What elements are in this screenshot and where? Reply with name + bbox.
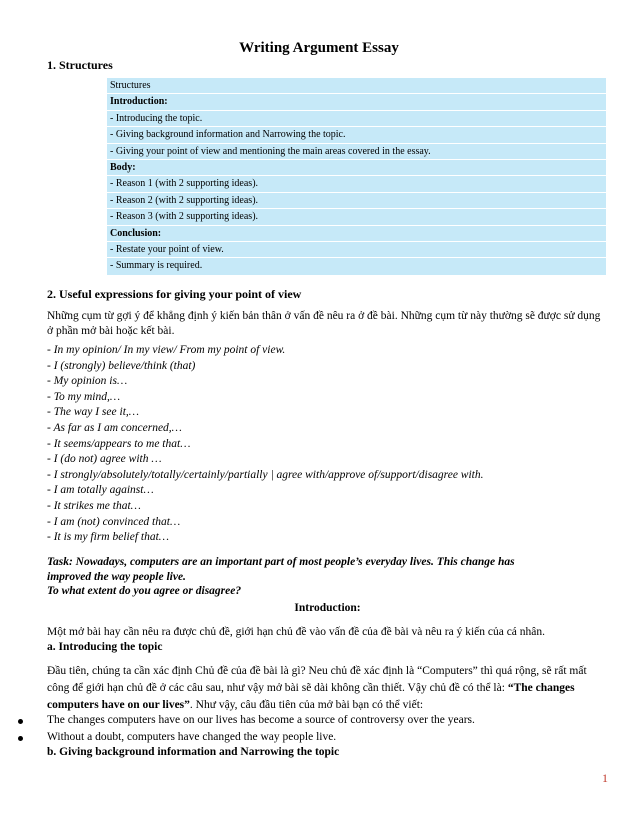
topic-paragraph-part2: . Như vậy, câu đầu tiên của mở bài bạn có thể viết: [189, 699, 424, 711]
bullet-icon [18, 736, 23, 741]
structures-table [107, 78, 606, 275]
bullet-item [47, 731, 336, 743]
introduction-heading: Introduction: [294, 602, 361, 614]
table-row: - Giving background information and Narrowing the topic. [107, 127, 606, 143]
section-structures-heading: 1. Structures [47, 58, 113, 72]
list-item: - My opinion is… [47, 375, 128, 388]
section-expressions-heading: 2. Useful expressions for giving your point of view [47, 287, 302, 301]
table-row: - Reason 1 (with 2 supporting ideas). [107, 176, 606, 192]
list-item: - It strikes me that… [47, 499, 141, 512]
list-item: - The way I see it,… [47, 406, 139, 419]
table-row: - Restate your point of view. [107, 242, 606, 258]
table-row: - Introducing the topic. [107, 111, 606, 127]
subheading-background: b. Giving background information and Narrowing the topic [47, 746, 340, 758]
expressions-intro-paragraph: Những cụm từ gợi ý để khẳng định ý kiến bản thân ở vấn đề nêu ra ở đề bài. Những cụm từ này thường sẽ được sử dụng ở phần mở bài hoặc kết bài. [47, 310, 601, 337]
task-line: To what extent do you agree or disagree? [47, 585, 242, 597]
page-number: 1 [602, 771, 608, 785]
list-item: - It seems/appears to me that… [47, 437, 191, 450]
task-prompt [47, 555, 607, 599]
bullet-item [47, 714, 475, 726]
table-row: - Giving your point of view and mentioning the main areas covered in the essay. [107, 144, 606, 160]
bullet-icon [18, 719, 23, 724]
document-title: Writing Argument Essay [239, 40, 399, 56]
list-item: - I am totally against… [47, 484, 154, 497]
bullet-text: The changes computers have on our lives has become a source of controversy over the years. [47, 714, 475, 726]
subheading-introducing-topic: a. Introducing the topic [47, 641, 163, 653]
introduction-intro-line: Một mở bài hay cần nêu ra được chủ đề, giới hạn chủ đề vào vấn đề của đề bài và nêu ra ý kiến của cá nhân. [47, 626, 546, 638]
list-item: - It is my firm belief that… [47, 531, 170, 544]
list-item: - I strongly/absolutely/totally/certainly/partially | agree with/approve of/support/disagree with. [47, 468, 484, 481]
list-item: - I (strongly) believe/think (that) [47, 359, 196, 372]
list-item: - I am (not) convinced that… [47, 515, 181, 528]
table-row: - Reason 3 (with 2 supporting ideas). [107, 209, 606, 225]
table-row: Structures [107, 78, 606, 94]
list-item: - As far as I am concerned,… [47, 421, 182, 434]
topic-paragraph-bold: “The changes computers have on our lives” [47, 682, 575, 711]
table-row: - Summary is required. [110, 260, 203, 272]
topic-paragraph-part1: Đầu tiên, chúng ta cần xác định Chủ đề của đề bài là gì? Neu chủ đề xác định là “Computers” thì quá rộng, sẽ rất mất công để giới hạn chủ đề ở các câu sau, như vậy mở bài sẽ dài không cần thiết. Vậy chủ đề có thể là: [47, 665, 587, 694]
expressions-list [47, 343, 612, 546]
table-row: Conclusion: [107, 226, 606, 242]
table-row: Introduction: [107, 94, 606, 110]
table-row: - Reason 2 (with 2 supporting ideas). [107, 193, 606, 209]
task-line: Task: Nowadays, computers are an important part of most people’s everyday lives. This change has [47, 556, 515, 568]
list-item: - I (do not) agree with … [47, 453, 162, 466]
bullet-text: Without a doubt, computers have changed the way people live. [47, 731, 337, 743]
task-line: improved the way people live. [47, 570, 186, 583]
table-row: Body: [107, 160, 606, 176]
list-item: - In my opinion/ In my view/ From my point of view. [47, 344, 286, 356]
list-item: - To my mind,… [47, 390, 121, 403]
topic-paragraph [47, 663, 607, 714]
